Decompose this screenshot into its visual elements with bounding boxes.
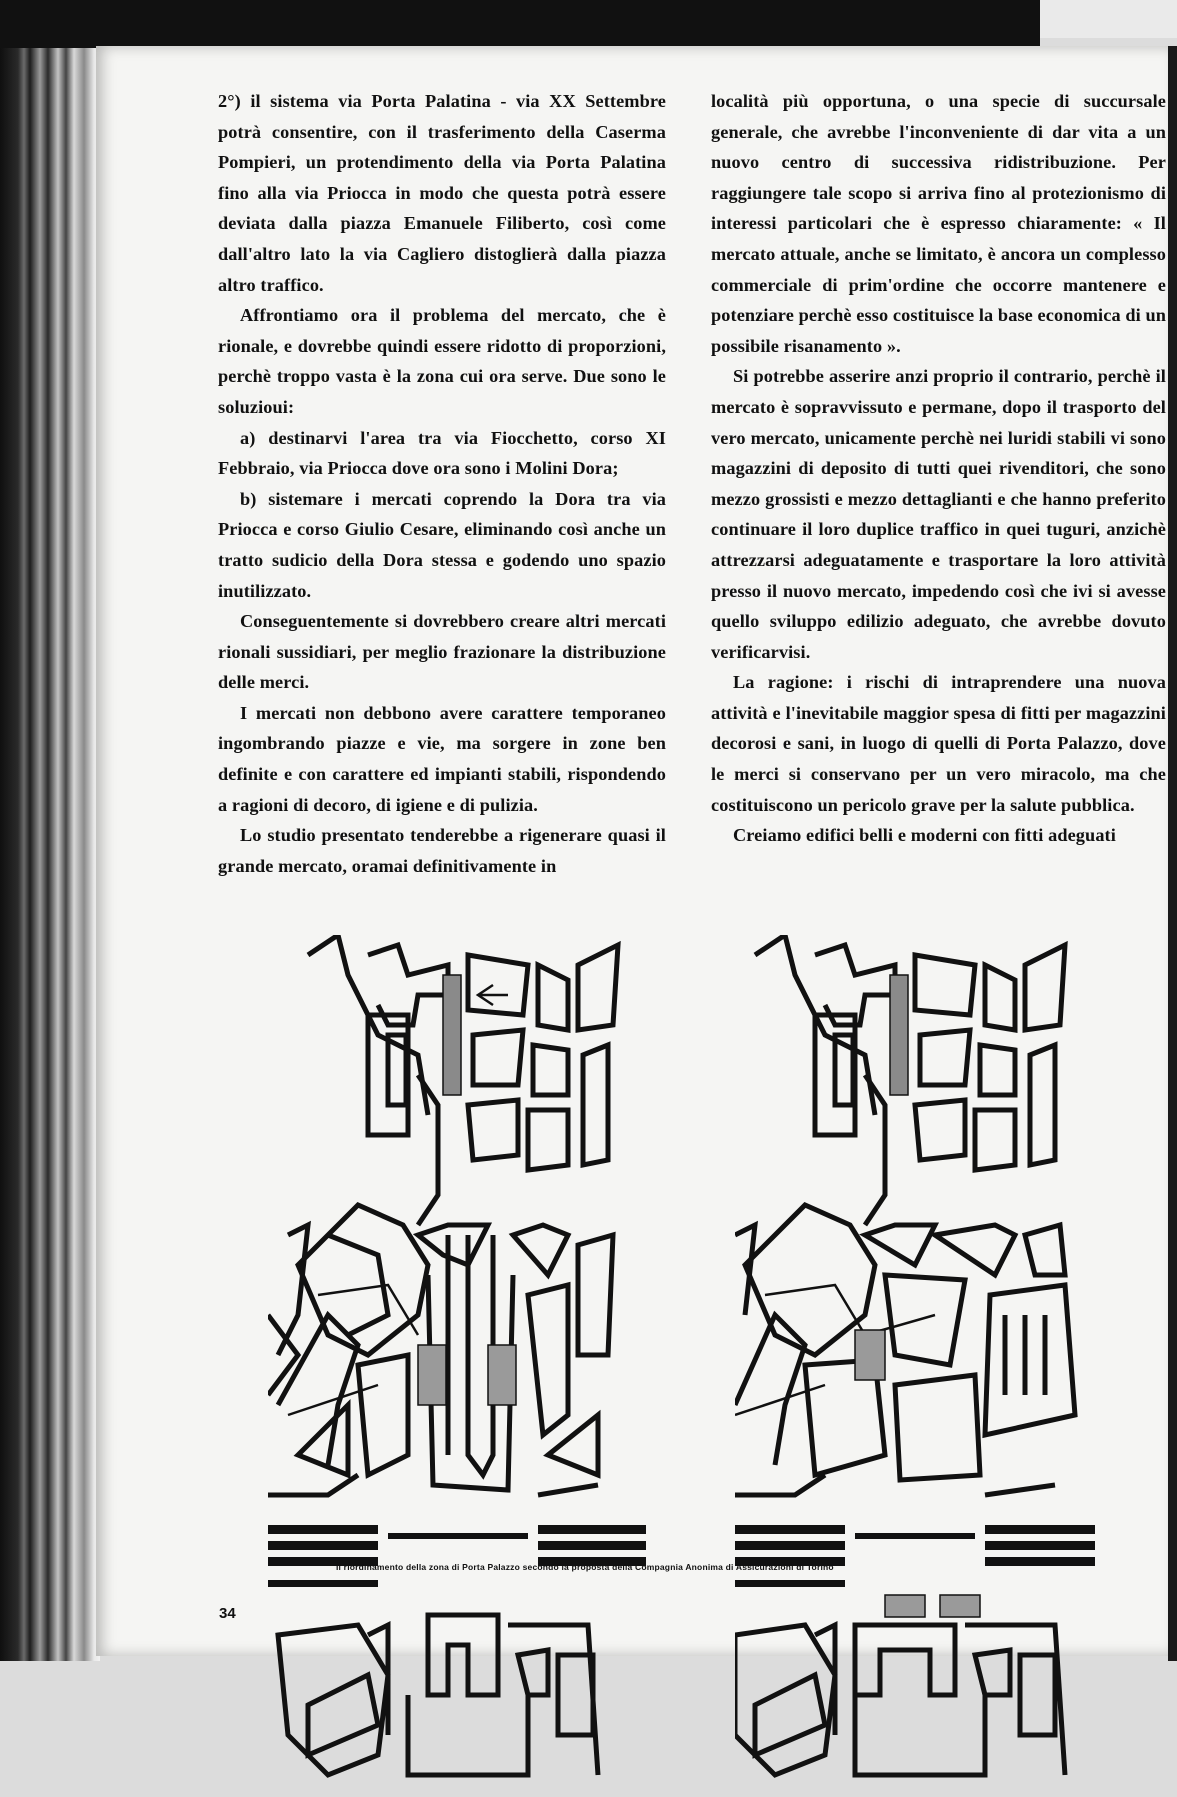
paragraph: Conseguentemente si dovrebbero creare altri mercati rionali sussidiari, per meglio frazionare la distribuzione delle merci.: [218, 611, 666, 693]
paragraph: b) sistemare i mercati coprendo la Dora tra via Priocca e corso Giulio Cesare, eliminando così anche un tratto sudicio della Dora stessa e godendo uno spazio inutilizzato.: [218, 488, 666, 601]
page-number: 34: [219, 1605, 236, 1622]
paragraph: Creiamo edifici belli e moderni con fitti adeguati: [733, 825, 1116, 846]
paragraph: 2°) il sistema via Porta Palatina - via XX Settembre potrà consentire, con il trasferimento della Caserma Pompieri, un protendimento della via Porta Palatina fino alla via Priocca in modo che questa potrà essere deviata dalla piazza Emanuele Filiberto, così come dall'altro lato la via Cagliero distoglierà dalla piazza altro traffico.: [218, 91, 666, 295]
site-plan-right: [735, 935, 1095, 1797]
scan-top-border: [0, 0, 1040, 48]
figure-caption: Il riordinamento della zona di Porta Palazzo secondo la proposta della Compagnia Anonima di Assicurazioni di Torino: [336, 1562, 834, 1572]
paragraph: a) destinarvi l'area tra via Fiocchetto, corso XI Febbraio, via Priocca dove ora sono i Molini Dora;: [218, 427, 666, 479]
paragraph: I mercati non debbono avere carattere temporaneo ingombrando piazze e vie, ma sorgere in zone ben definite e con carattere ed impianti stabili, rispondendo a ragioni di decoro, di igiene e di pulizia.: [218, 702, 666, 815]
scan-right-border: [1168, 46, 1177, 1661]
left-text-column: [218, 86, 666, 881]
paragraph: Si potrebbe asserire anzi proprio il contrario, perchè il mercato è sopravvissuto e permane, dopo il trasporto del vero mercato, unicamente perchè nei luridi stabili vi sono magazzini di deposito di tutti quei rivenditori, che sono mezzo grossisti e mezzo dettaglianti e che hanno preferito continuare il loro duplice traffico in quei tuguri, anzichè attrezzarsi adeguatamente e trasportare la loro attività presso il nuovo mercato, impedendo così che ivi si avesse quello sviluppo edilizio adeguato, che avrebbe dovuto verificarvisi.: [711, 366, 1166, 662]
paragraph: località più opportuna, o una specie di succursale generale, che avrebbe l'inconveniente di dar vita a un nuovo centro di successiva ridistribuzione. Per raggiungere tale scopo si arriva fino al protezionismo di interessi particolari che è espresso chiaramente: « Il mercato attuale, anche se limitato, è ancora un complesso commerciale di prim'ordine che occorre mantenere e potenziare perchè esso costituisce la base economica di un possibile risanamento ».: [711, 91, 1167, 356]
book-spine-edge: [0, 48, 100, 1661]
site-plan-left: [268, 935, 646, 1797]
paragraph: Lo studio presentato tenderebbe a rigenerare quasi il grande mercato, oramai definitivamente in: [218, 825, 666, 876]
right-text-column: [711, 86, 1166, 851]
scan-top-right-corner: [1040, 0, 1177, 38]
paragraph: La ragione: i rischi di intraprendere una nuova attività e l'inevitabile maggior spesa di fitti per magazzini decorosi e sani, in luogo di quelli di Porta Palazzo, dove le merci si conservano per un vero miracolo, ma che costituiscono un pericolo grave per la salute pubblica.: [711, 672, 1166, 815]
paragraph: Affrontiamo ora il problema del mercato, che è rionale, e dovrebbe quindi essere ridotto di proporzioni, perchè troppo vasta è la zona cui ora serve. Due sono le soluzioui:: [218, 305, 666, 417]
